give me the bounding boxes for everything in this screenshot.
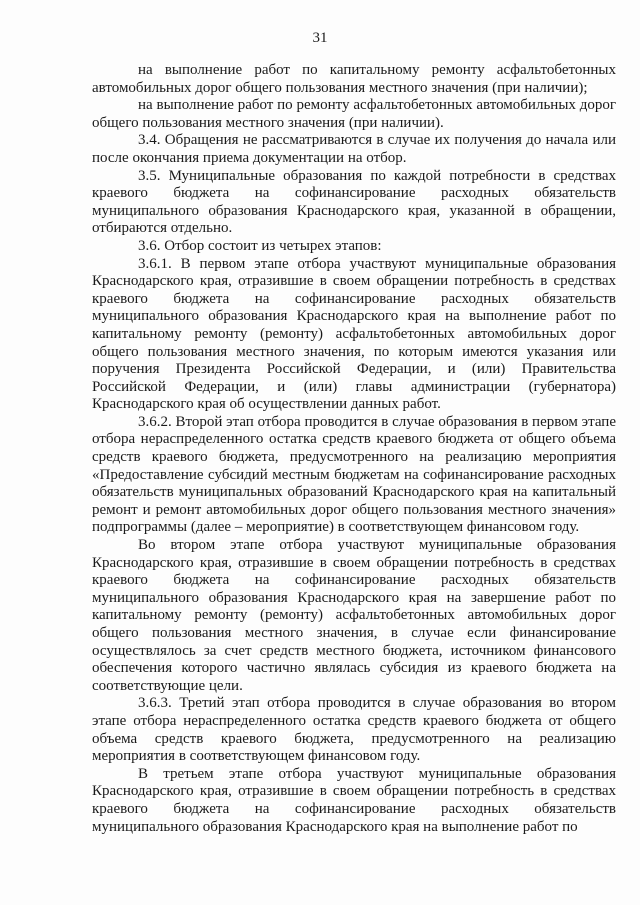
paragraph: 3.6.3. Третий этап отбора проводится в случае образования во втором этапе отбора нераспределенного остатка средств краевого бюджета от общего объема средств краевого бюджета, предусмотренного на реализацию мероприятия в соответствующем финансовом году.	[92, 695, 616, 765]
paragraph: В третьем этапе отбора участвуют муниципальные образования Краснодарского края, отразившие в своем обращении потребность в средствах краевого бюджета на софинансирование расходных обязательств муниципального образования Краснодарского края на выполнение работ по	[92, 765, 616, 835]
document-body	[92, 62, 616, 836]
paragraph: Во втором этапе отбора участвуют муниципальные образования Краснодарского края, отразившие в своем обращении потребность в средствах краевого бюджета на софинансирование расходных обязательств муниципального образования Краснодарского края на завершение работ по капитальному ремонту (ремонту) асфальтобетонных автомобильных дорог общего пользования местного значения, в случае если финансирование осуществлялось за счет средств местного бюджета, источником финансового обеспечения которого частично являлась субсидия из краевого бюджета на соответствующие цели.	[92, 537, 616, 694]
paragraph: 3.6.1. В первом этапе отбора участвуют муниципальные образования Краснодарского края, отразившие в своем обращении потребность в средствах краевого бюджета на софинансирование расходных обязательств муниципального образования Краснодарского края на выполнение работ по капитальному ремонту (ремонту) асфальтобетонных автомобильных дорог общего пользования местного значения, по которым имеются указания или поручения Президента Российской Федерации, и (или) Правительства Российской Федерации, и (или) главы администрации (губернатора) Краснодарского края об осуществлении данных работ.	[92, 255, 616, 413]
paragraph: 3.6.2. Второй этап отбора проводится в случае образования в первом этапе отбора нераспределенного остатка средств краевого бюджета от общего объема средств краевого бюджета, предусмотренного на реализацию мероприятия «Предоставление субсидий местным бюджетам на софинансирование расходных обязательств муниципальных образований Краснодарского края на капитальный ремонт и ремонт автомобильных дорог общего пользования местного значения» подпрограммы (далее – мероприятие) в соответствующем финансовом году.	[92, 413, 616, 536]
paragraph: 3.5. Муниципальные образования по каждой потребности в средствах краевого бюджета на софинансирование расходных обязательств муниципального образования Краснодарского края, указанной в обращении, отбираются отдельно.	[92, 167, 616, 237]
paragraph: 3.4. Обращения не рассматриваются в случае их получения до начала или после окончания приема документации на отбор.	[92, 132, 616, 166]
paragraph: на выполнение работ по ремонту асфальтобетонных автомобильных дорог общего пользования местного значения (при наличии).	[92, 97, 616, 131]
paragraph: 3.6. Отбор состоит из четырех этапов:	[138, 237, 382, 254]
paragraph: на выполнение работ по капитальному ремонту асфальтобетонных автомобильных дорог общего пользования местного значения (при наличии);	[92, 62, 616, 96]
page-number: 31	[312, 30, 328, 46]
